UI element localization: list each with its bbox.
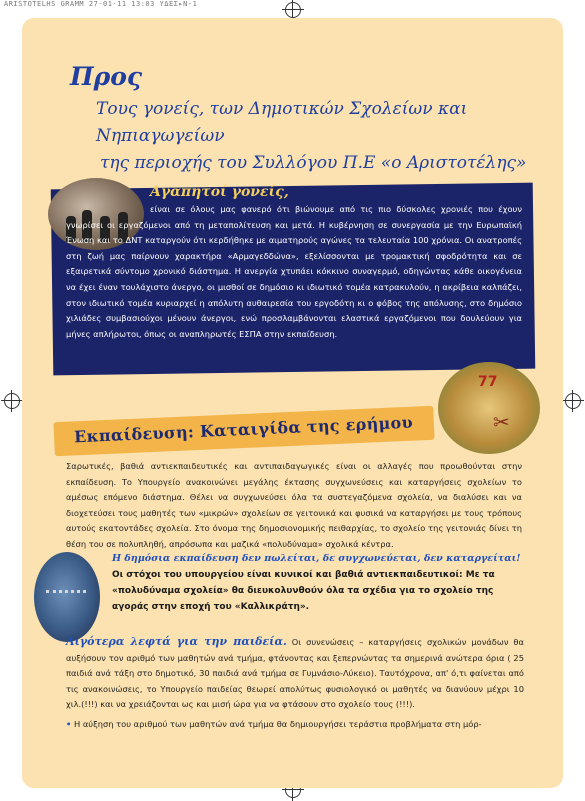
highlight-paragraph	[112, 551, 528, 615]
page-title	[96, 96, 536, 177]
scissors-icon: ✂	[493, 410, 510, 434]
registration-mark-icon	[565, 393, 581, 409]
less-money-paragraph	[66, 634, 524, 713]
less-money-body: Οι συνενώσεις – καταργήσεις σχολικών μονάδων θα αυξήσουν τον αριθμό των μαθητών ανά τμήμα, φτάνοντας και ξεπερνώντας τα σημερινά ανώτερα όρια ( 25 παιδιά ανά τάξη στο δημοτικό, 30 παιδιά ανά τμήμα σε Γυμνάσιο-Λύκειο). Ταυτόχρονα, απ' ό,τι φαίνεται από τις ανακοινώσεις, το Υπουργείο παιδείας θεωρεί απολύτως φυσιολογικό οι μαθητές να διανύουν μέχρι 10 χιλ.(!!!) και να χρειάζονται ως και μισή ώρα για να φτάσουν στο σχολείο τους (!!!).	[66, 637, 524, 710]
less-money-lead: Λιγότερα λεφτά για την παιδεία.	[66, 635, 287, 648]
bullet-icon: •	[66, 719, 72, 729]
highlight-lead: Η δημόσια εκπαίδευση δεν πωλείται, δε συγχωνεύεται, δεν καταργείται!	[112, 553, 521, 564]
addressee-label: Προς	[70, 62, 143, 91]
letter-paragraph: είναι σε όλους μας φανερό ότι βιώνουμε από τις πιο δύσκολες χρονιές που έχουν γνωρίσει οι εργαζόμενοι από τη μεταπολίτευση και μετά. Η κυβέρνηση σε συνεργασία με την Ευρωπαϊκή Ένωση και το ΔΝΤ καταργούν ότι κερδήθηκε με αιματηρούς αγώνες τα τελευταία 100 χρόνια. Οι ανατροπές στη ζωή μας παίρνουν χαρακτήρα «Αρμαγεδδώνα», εξελίσσονται με τρομακτική σφοδρότητα και σε εξαιρετικά σύντομο χρονικό διάστημα. Η ανεργία χτυπάει κόκκινο συναγερμό, οδηγώντας κάθε οικογένεια να έχει έναν τουλάχιστο άνεργο, οι μισθοί σε δημόσιο κι ιδιωτικό τομέα κατρακυλούν, η ακρίβεια καλπάζει, στον ιδιωτικό τομέα κυριαρχεί η απόλυτη αυθαιρεσία του εργοδότη κι ο φόβος της απόλυσης, στο δημόσιο χιλιάδες συμβασιούχοι μένουν άνεργοι, ενώ προσλαμβάνονται ελαστικά εργαζόμενοι που δουλεύουν για μήνες απλήρωτοι, όπως οι αναπληρωτές ΕΣΠΑ στην εκπαίδευση.	[66, 204, 522, 339]
clock-illustration	[438, 362, 540, 454]
bullet-item	[66, 719, 526, 729]
registration-mark-icon	[4, 393, 20, 409]
title-line: της περιοχής του Συλλόγου Π.Ε «ο Αριστοτέλης»	[100, 153, 527, 173]
chain-icon	[46, 590, 86, 601]
highlight-body: Οι στόχοι του υπουργείου είναι κυνικοί και βαθιά αντιεκπαιδευτικοί: Με τα «πολυδύναμα σχολεία» θα διευκολυνθούν όλα τα σχέδια για το σχολείο της αγοράς στην εποχή του «Καλλικράτη».	[112, 570, 495, 612]
chained-hands-photo	[34, 552, 100, 642]
letter-body	[66, 202, 522, 342]
section-title: Εκπαίδευση: Καταιγίδα της ερήμου	[73, 412, 414, 447]
illustration-number: 77	[478, 374, 498, 390]
registration-mark-icon	[285, 2, 301, 18]
title-line: Τους γονείς, των Δημοτικών Σχολείων και Νηπιαγωγείων	[96, 99, 468, 146]
print-slug: ARISTOTELHS GRAMM 27-01-11 13:03 ΥΔΕΣ▸Ν-1	[4, 0, 198, 8]
bullet-text: Η αύξηση του αριθμού των μαθητών ανά τμήμα θα δημιουργήσει τεράστια προβλήματα στη μόρ-	[73, 719, 482, 729]
letter-salutation: Αγαπητοί γονείς,	[150, 184, 289, 200]
section-paragraph: Σαρωτικές, βαθιά αντιεκπαιδευτικές και αντιπαιδαγωγικές είναι οι αλλαγές που προωθούνται στην εκπαίδευση. Το Υπουργείο ανακοινώνει μεγάλης έκτασης συγχωνεύσεις και καταργήσεις σχολείων το αμέσως επόμενο διάστημα. Θέλει να συγχωνεύσει όλα τα συστεγαζόμενα σχολεία, να διαλύσει και να διοχετεύσει τους μαθητές των «μικρών» σχολείων σε γειτονικά και φυσικά να καταργήσει με τους τρόπους αυτούς εκατοντάδες σχολεία. Στο όνομα της δημοσιονομικής πειθαρχίας, το σχολείο της γειτονιάς δίνει τη θέση του σε πολυπληθή, απρόσωπα και μαζικά «πολυδύναμα» σχολικά κέντρα.	[66, 461, 522, 549]
